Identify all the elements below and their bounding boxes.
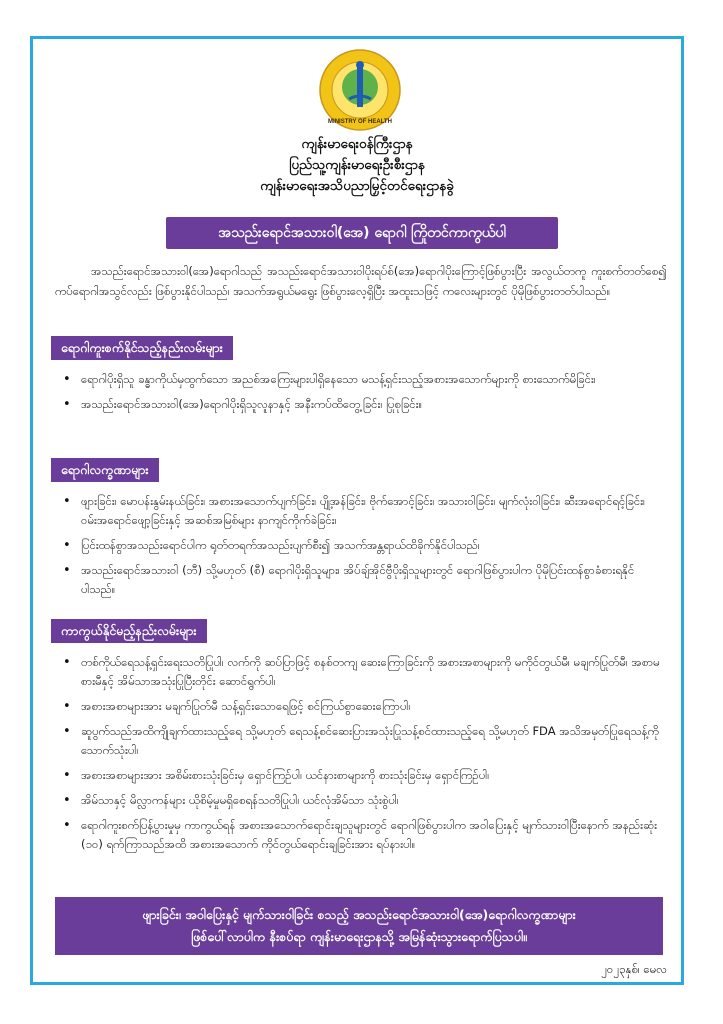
list-item: • တစ်ကိုယ်ရေသန့်ရှင်းရေးသတိပြုပါ၊ လက်ကို ဆပ်ပြာဖြင့် စနစ်တကျ ဆေးကြောခြင်းကို အစားအစာများကို မကိုင်တွယ်မီ၊ မချက်ပြုတ်မီ၊ အစာမစားမီနှင့် အိမ်သာအသုံးပြုပြီးတိုင်း ဆောင်ရွက်ပါ၊ (55, 653, 663, 691)
ministry-of-health-logo (319, 49, 401, 131)
symptoms-list (55, 492, 663, 605)
list-item: • ပြင်းထန်စွာအသည်းရောင်ပါက ရုတ်တရက်အသည်းပျက်စီး၍ အသက်အန္တရာယ်ထိခိုက်နိုင်ပါသည်၊ (55, 536, 663, 555)
list-item: • အသည်းရောင်အသားဝါ (ဘီ) သို့မဟုတ် (စီ) ရောဂါပိုးရှိသူများ၊ အိပ်ချ်အိုင်ဗွီပိုးရှိသူများတွင် ရောဂါဖြစ်ပွားပါက ပိုမိုပြင်းထန်စွာခံစားရနိုင်ပါသည်။ (55, 561, 663, 599)
list-item: • ရောဂါကူးစက်ပြန့်ပွားမှုမှ ကာကွယ်ရန် အစားအသောက်ရောင်းချသူများတွင် ရောဂါဖြစ်ပွားပါက အဝါပြေးနှင့် မျက်သားဝါပြီးနောက် အနည်းဆုံး (၁၀) ရက်ကြာသည်အထိ အစားအသောက် ကိုင်တွယ်ရောင်းချခြင်းအား ရပ်နားပါ။ (55, 816, 663, 854)
prevention-list (55, 653, 663, 860)
poster-title: အသည်းရောင်အသားဝါ(အေ) ရောဂါ ကြိုတင်ကာကွယ်ပါ (166, 217, 558, 249)
list-item: • ဖျားခြင်း၊ မောပန်းနွမ်းနယ်ခြင်း၊ အစားအသောက်ပျက်ခြင်း၊ ပျို့အန်ခြင်း၊ ဗိုက်အောင့်ခြင်း၊ အသားဝါခြင်း၊ မျက်လုံးဝါခြင်း၊ ဆီးအရောင်ရင့်ခြင်း၊ ဝမ်းအရောင်ဖျော့ခြင်းနှင့် အဆစ်အမြစ်များ နာကျင်ကိုက်ခဲခြင်း၊ (55, 492, 663, 530)
footer-warning-banner (55, 897, 663, 955)
section-heading-transmission: ရောဂါကူးစက်နိုင်သည့်နည်းလမ်းများ (51, 336, 233, 360)
list-item: • အစားအစာများအား မချက်ပြုတ်မီ သန့်ရှင်းသောရေဖြင့် စင်ကြယ်စွာဆေးကြောပါ၊ (55, 697, 663, 716)
list-item: • အိမ်သာနှင့် မိလ္လာကန်များ ယိုစိမ့်မှုမရှိစေရန်သတိပြုပါ၊ ယင်လုံအိမ်သာ သုံးစွဲပါ၊ (55, 791, 663, 810)
org-line-department: ပြည်သူ့ကျန်းမာရေးဦးစီးဌာန (289, 157, 425, 173)
list-item: • ရောဂါပိုးရှိသူ ခန္ဓာကိုယ်မှထွက်သော အညစ်အကြေးများပါရှိနေသော မသန့်ရှင်းသည့်အစားအသောက်များကို စားသောက်မိခြင်း၊ (55, 370, 663, 389)
section-heading-symptoms: ရောဂါလက္ခဏာများ (51, 458, 159, 482)
footer-message-line-2: ဖြစ်ပေါ်လာပါက နီးစပ်ရာ ကျန်းမာရေးဌာနသို့ အမြန်ဆုံးသွားရောက်ပြသပါ။ (191, 929, 527, 944)
footer-message-line-1: ဖျားခြင်း၊ အဝါပြေးနှင့် မျက်သားဝါခြင်း စသည့် အသည်းရောင်အသားဝါ(အေ)ရောဂါလက္ခဏာများ (142, 907, 576, 922)
poster-frame (30, 36, 684, 985)
publication-date: ၂၀၂၃နှစ်၊ မေလ (601, 962, 667, 976)
org-line-ministry: ကျန်းမာရေးဝန်ကြီးဌာန (301, 136, 413, 152)
section-heading-prevention: ကာကွယ်နိုင်မည့်နည်းလမ်းများ (51, 619, 207, 643)
transmission-list (55, 370, 663, 420)
logo-text: MINISTRY OF HEALTH (328, 119, 392, 125)
list-item: • အသည်းရောင်အသားဝါ(အေ)ရောဂါပိုးရှိသူလူနာနှင့် အနီးကပ်ထိတွေ့ခြင်း၊ ပြုစုခြင်း။ (55, 395, 663, 414)
org-line-division: ကျန်းမာရေးအသိပညာမြှင့်တင်ရေးဌာနခွဲ (260, 178, 454, 194)
list-item: • ဆူပွက်သည်အထိကျိုချက်ထားသည့်ရေ သို့မဟုတ် ရေသန့်စင်ဆေးပြားအသုံးပြုသန့်စင်ထားသည့်ရေ သို့မဟုတ် FDA အသိအမှတ်ပြုရေသန့်ကို သောက်သုံးပါ၊ (55, 722, 663, 760)
list-item: • အစားအစာများအား အစိမ်းစားသုံးခြင်းမှ ရှောင်ကြဉ်ပါ၊ ယင်နားစာများကို စားသုံးခြင်းမှ ရှောင်ကြဉ်ပါ၊ (55, 766, 663, 785)
intro-paragraph: အသည်းရောင်အသားဝါ(အေ)ရောဂါသည် အသည်းရောင်အသားဝါပိုးရပ်စ်(အေ)ရောဂါပိုးကြောင့်ဖြစ်ပွားပြီး အလွယ်တကူ ကူးစက်တတ်စေ၍ ကပ်ရောဂါအသွင်လည်း ဖြစ်ပွားနိုင်ပါသည်၊ အသက်အရွယ်မရွေး ဖြစ်ပွားလေ့ရှိပြီး အထူးသဖြင့် ကလေးများတွင် ပိုမိုဖြစ်ပွားတတ်ပါသည်။ (55, 264, 667, 298)
